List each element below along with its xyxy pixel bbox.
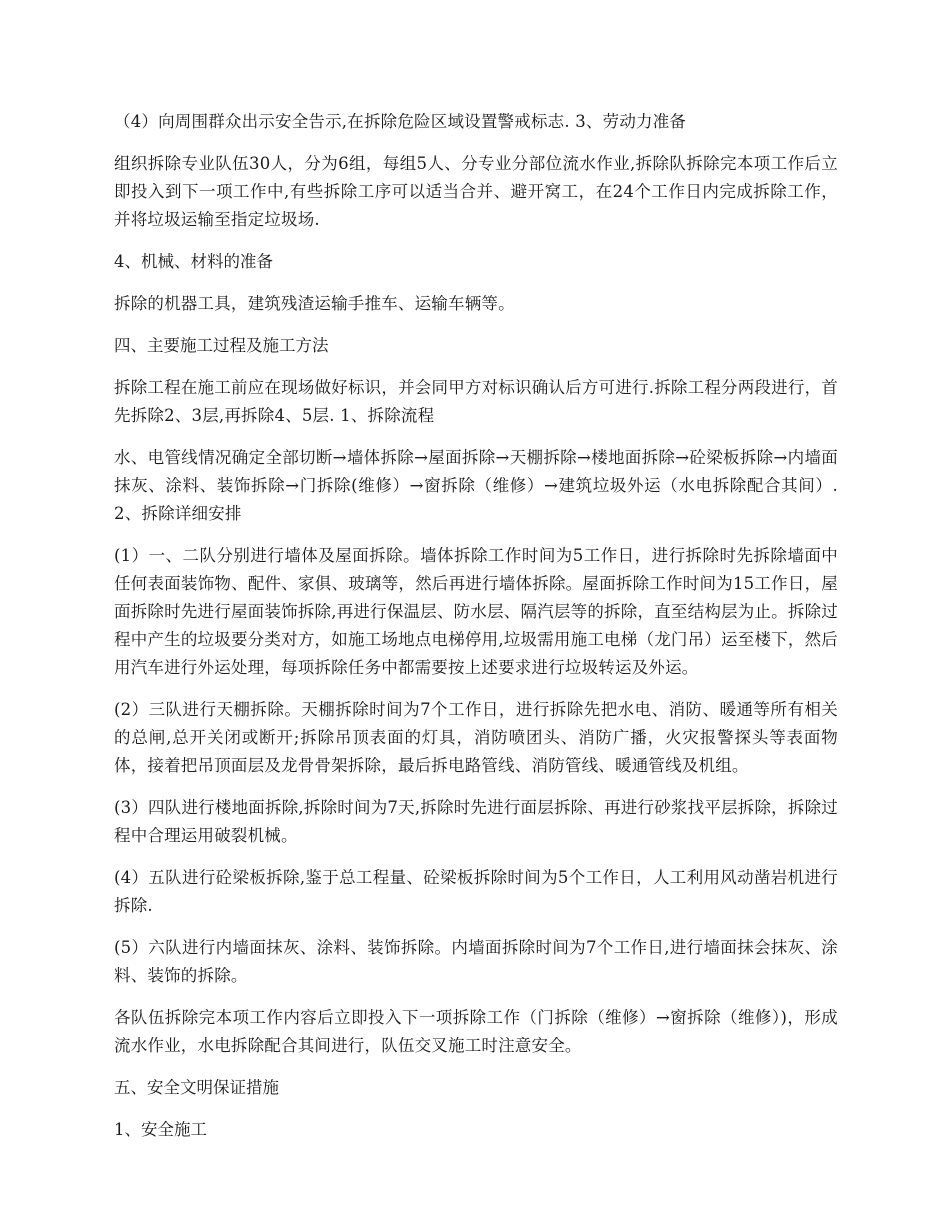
paragraph-labor-organization: 组织拆除专业队伍30人，分为6组，每组5人、分专业分部位流水作业,拆除队拆除完本项工作后立即投入到下一项工作中,有些拆除工序可以适当合并、避开窝工，在24个工作日内完成拆除工作，并将垃圾运输至指定垃圾场. [114,154,838,229]
heading-machinery-materials: 4、机械、材料的准备 [114,252,273,271]
paragraph-demolition-marking: 拆除工程在施工前应在现场做好标识，并会同甲方对标识确认后方可进行.拆除工程分两段进行，首先拆除2、3层,再拆除4、5层. 1、拆除流程 [114,378,838,425]
paragraph-team-1-2: (1）一、二队分别进行墙体及屋面拆除。墙体拆除工作时间为5工作日，进行拆除时先拆除墙面中任何表面装饰物、配件、家俱、玻璃等，然后再进行墙体拆除。屋面拆除工作时间为15工作日，屋面拆除时先进行屋面装饰拆除,再进行保温层、防水层、隔汽层等的拆除，直至结构层为止。拆除过程中产生的垃圾要分类对方，如施工场地点电梯停用,垃圾需用施工电梯（龙门吊）运至楼下，然后用汽车进行外运处理，每项拆除任务中都需要按上述要求进行垃圾转运及外运。 [114,546,838,677]
heading-construction-process: 四、主要施工过程及施工方法 [114,336,329,355]
paragraph-demolition-flow: 水、电管线情况确定全部切断→墙体拆除→屋面拆除→天棚拆除→楼地面拆除→砼梁板拆除→内墙面抹灰、涂料、装饰拆除→门拆除(维修）→窗拆除（维修）→建筑垃圾外运（水电拆除配合其间）. 2、拆除详细安排 [114,448,838,523]
heading-safe-construction: 1、安全施工 [114,1120,207,1139]
paragraph-warning-signs: （4）向周围群众出示安全告示,在拆除危险区域设置警戒标志. 3、劳动力准备 [114,112,687,131]
document-page [114,108,838,1158]
heading-safety-measures: 五、安全文明保证措施 [114,1078,279,1097]
paragraph-team-6: (5）六队进行内墙面抹灰、涂料、装饰拆除。内墙面拆除时间为7个工作日,进行墙面抹会抹灰、涂料、装饰的拆除。 [114,938,838,985]
paragraph-team-3: (2）三队进行天棚拆除。天棚拆除时间为7个工作日，进行拆除先把水电、消防、暖通等所有相关的总闸,总开关闭或断开;拆除吊顶表面的灯具，消防喷团头、消防广播，火灾报警探头等表面物体，接着把吊顶面层及龙骨骨架拆除，最后拆电路管线、消防管线、暖通管线及机组。 [114,700,838,775]
paragraph-tools: 拆除的机器工具，建筑残渣运输手推车、运输车辆等。 [114,294,515,313]
paragraph-team-5: (4）五队进行砼梁板拆除,鉴于总工程量、砼梁板拆除时间为5个工作日，人工利用风动凿岩机进行拆除. [114,868,838,915]
paragraph-flow-work: 各队伍拆除完本项工作内容后立即投入下一项拆除工作（门拆除（维修）→窗拆除（维修）)，形成流水作业，水电拆除配合其间进行，队伍交叉施工时注意安全。 [114,1008,838,1055]
paragraph-team-4: (3）四队进行楼地面拆除,拆除时间为7天,拆除时先进行面层拆除、再进行砂浆找平层拆除，拆除过程中合理运用破裂机械。 [114,798,838,845]
